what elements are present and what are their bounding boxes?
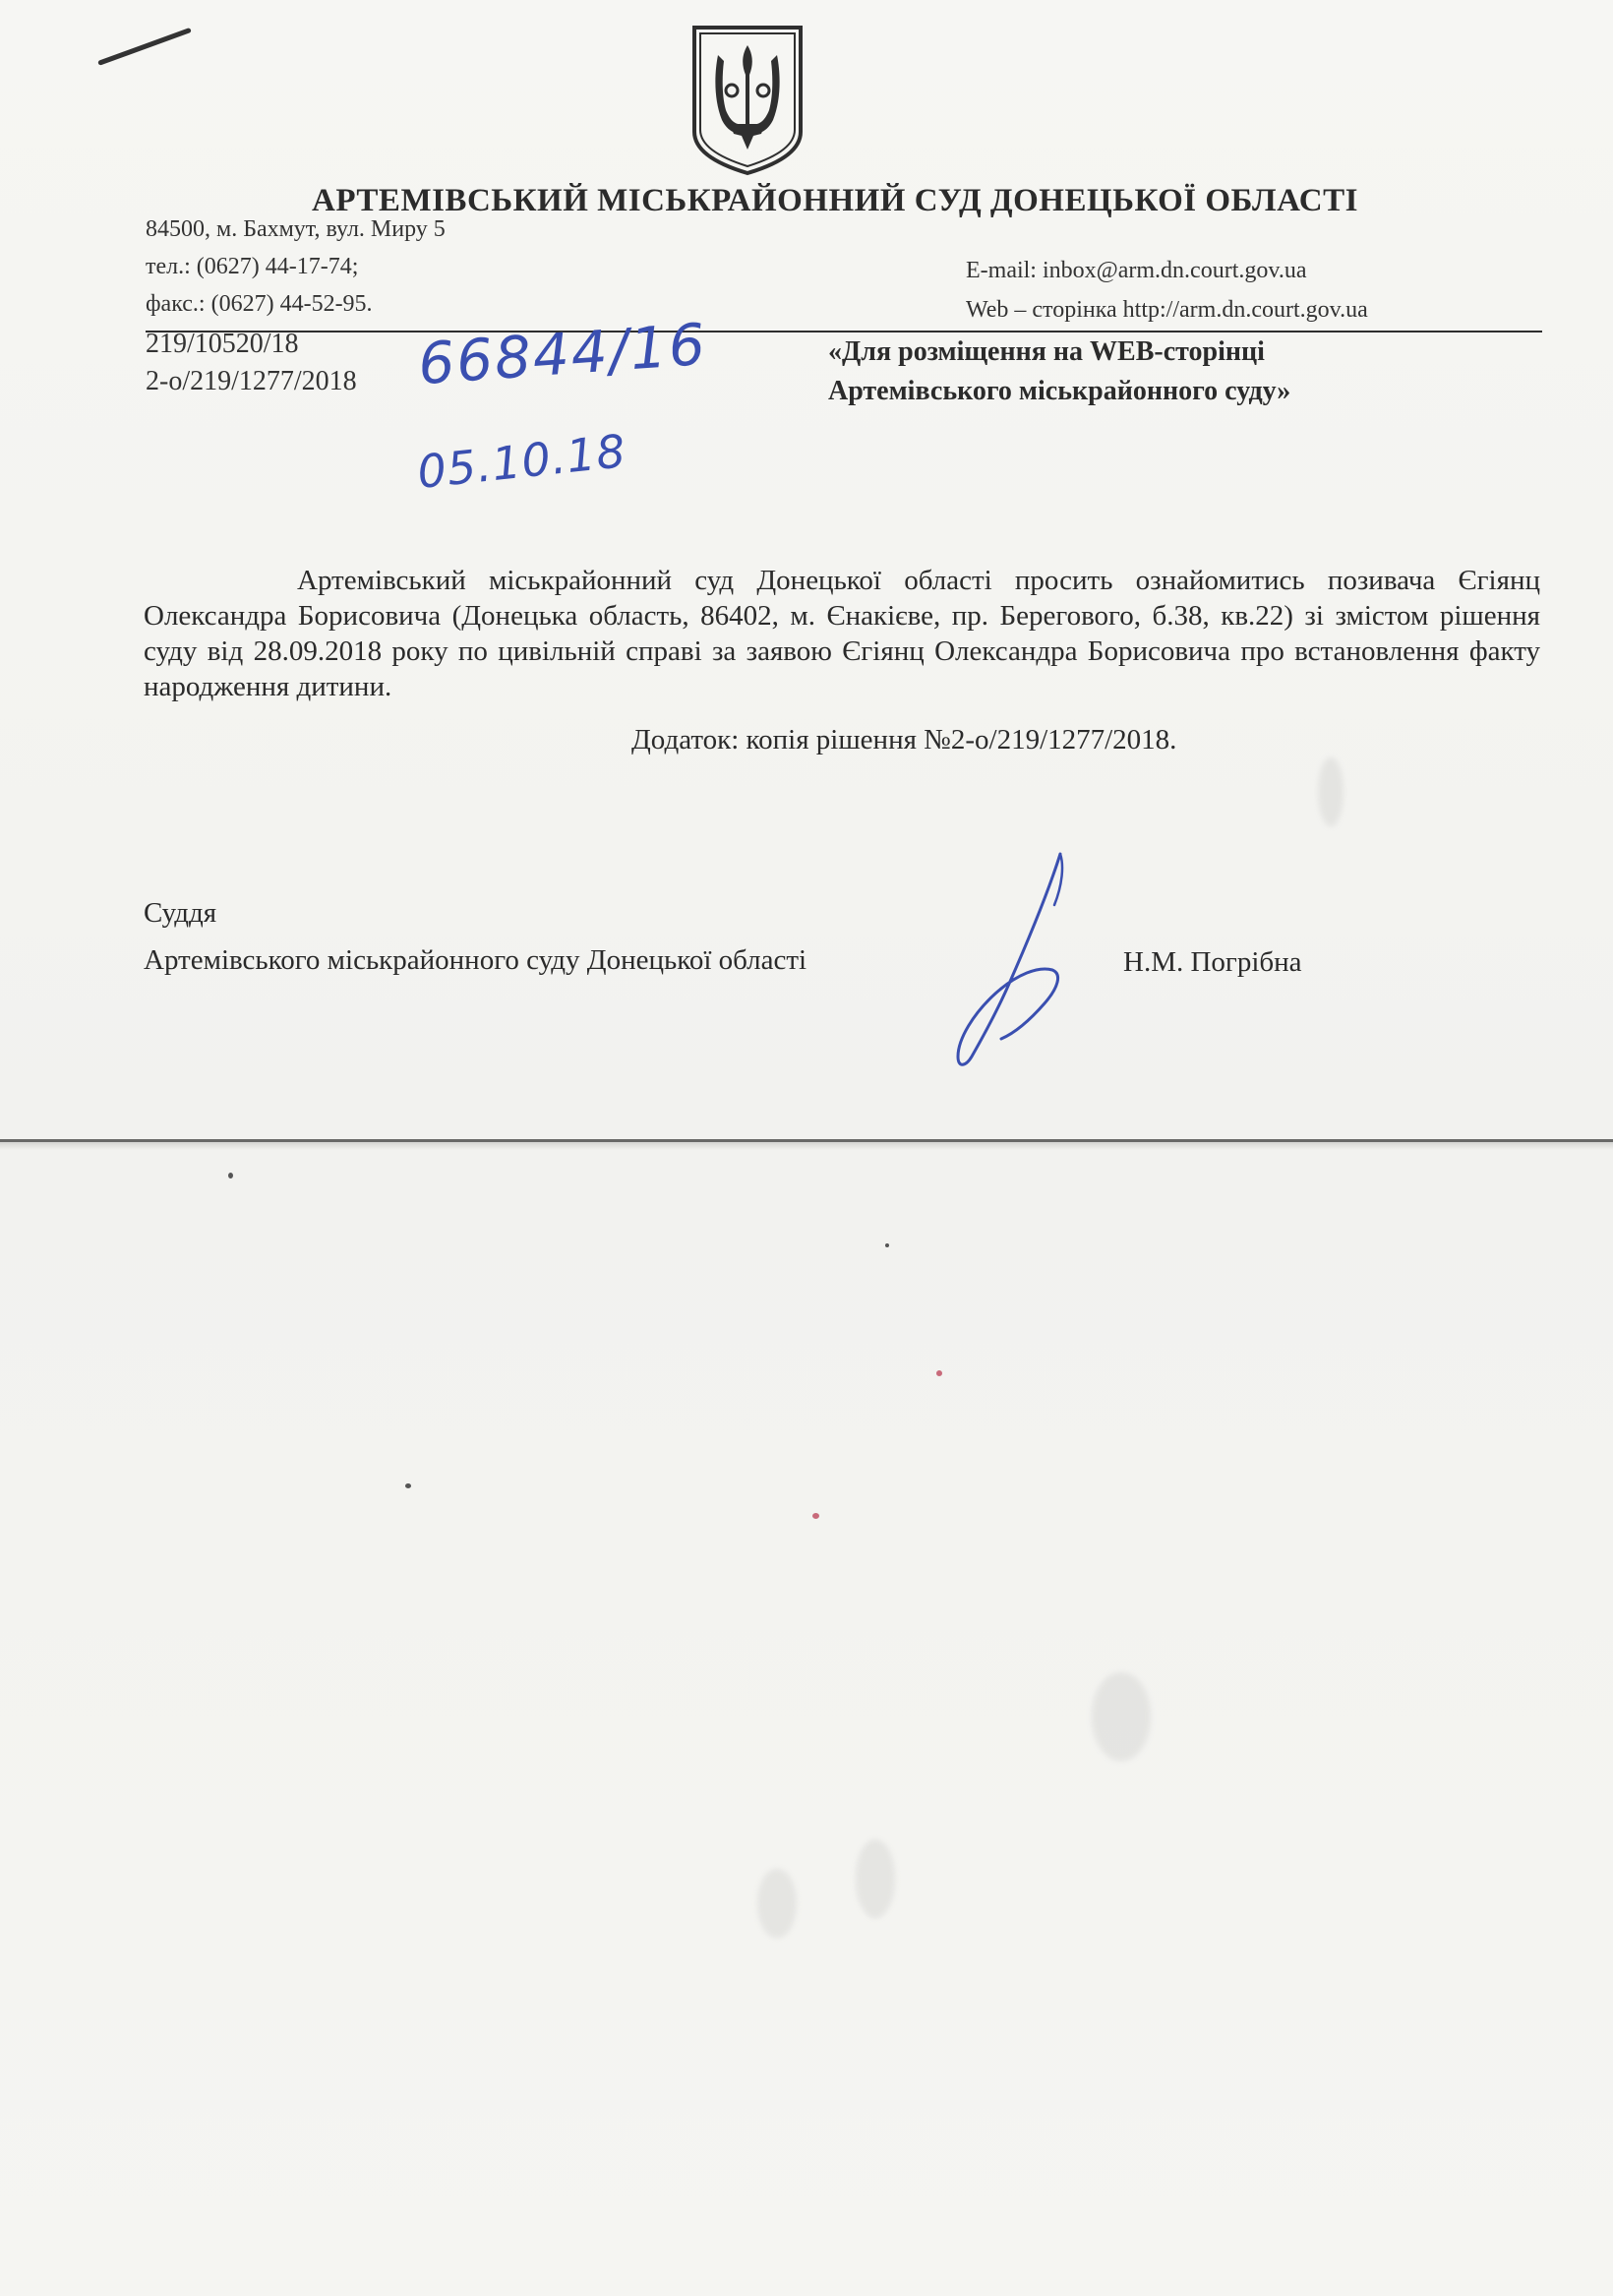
handwritten-registration-number: 66844/16 — [415, 310, 709, 398]
court-name-heading: АРТЕМІВСЬКИЙ МІСЬКРАЙОННИЙ СУД ДОНЕЦЬКОЇ ОБЛАСТІ — [312, 183, 1358, 218]
signature-name: Н.М. Погрібна — [1123, 946, 1302, 978]
scan-smudge — [1318, 757, 1344, 826]
header-divider — [146, 331, 1542, 332]
scan-speck — [405, 1483, 411, 1488]
scan-speck — [228, 1173, 233, 1178]
letter-paragraph: Артемівський міськрайонний суд Донецької області просить ознайомитись позивача Єгіянц Олександра Борисовича (Донецька область, 86402, м. Єнакієве, пр. Берегового, б.38, кв.22) зі змістом рішення суду від 28.09.2018 року по цивільній справі за заявою Єгіянц Олександра Борисовича про встановлення факту народження дитини. — [144, 565, 1540, 702]
attachment-note: Додаток: копія рішення №2-о/219/1277/2018. — [631, 724, 1177, 755]
letter-body — [144, 563, 1540, 704]
scan-speck — [812, 1513, 819, 1519]
court-phone: тел.: (0627) 44-17-74; — [146, 254, 359, 279]
court-email: E-mail: inbox@arm.dn.court.gov.ua — [966, 258, 1307, 283]
handwritten-date: 05.10.18 — [414, 424, 629, 499]
court-website: Web – сторінка http://arm.dn.court.gov.ua — [966, 297, 1368, 323]
paper-fold-shadow — [0, 1142, 1613, 1150]
web-note-line2: Артемівського міськрайонного суду» — [828, 376, 1291, 406]
signature-court: Артемівського міськрайонного суду Донецької області — [144, 944, 807, 976]
court-fax: факс.: (0627) 44-52-95. — [146, 291, 373, 317]
outgoing-number: 219/10520/18 — [146, 329, 299, 359]
case-number: 2-о/219/1277/2018 — [146, 366, 357, 396]
scan-smudge — [757, 1869, 797, 1938]
scan-smudge — [856, 1840, 895, 1918]
signature-title: Суддя — [144, 897, 217, 929]
handwritten-signature — [915, 846, 1092, 1072]
court-address: 84500, м. Бахмут, вул. Миру 5 — [146, 216, 446, 242]
web-note-line1: «Для розміщення на WEB-сторінці — [828, 336, 1265, 367]
corner-scratch-mark — [97, 28, 192, 66]
scan-speck — [936, 1370, 942, 1376]
coat-of-arms-icon — [688, 22, 806, 177]
scan-speck — [885, 1243, 889, 1247]
scan-smudge — [1092, 1672, 1151, 1761]
